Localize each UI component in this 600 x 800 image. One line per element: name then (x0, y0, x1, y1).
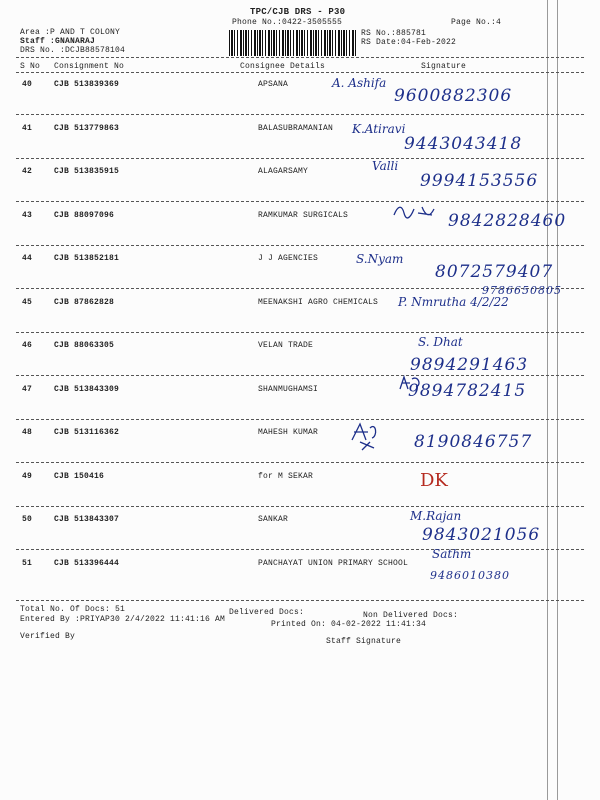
row-serial-number: 46 (22, 341, 33, 350)
delivered-docs: Delivered Docs: (229, 608, 305, 617)
row-serial-number: 43 (22, 210, 33, 220)
total-docs: Total No. Of Docs: 51 (20, 605, 126, 614)
handwritten-signature: K.Atiravi (352, 121, 406, 136)
row-serial-number: 40 (22, 80, 33, 89)
handwritten-phone-number: 8072579407 (435, 262, 554, 282)
column-header-signature: Signature (421, 62, 467, 71)
phone-number: Phone No.:0422-3505555 (232, 18, 343, 27)
barcode (229, 30, 357, 56)
handwritten-phone-number: 9842828460 (448, 210, 567, 231)
handwritten-signature: P. Nmrutha 4/2/22 (398, 294, 509, 309)
handwritten-phone-number: 9443043418 (404, 133, 523, 154)
handwritten-phone-number: 9994153556 (420, 171, 539, 191)
row-consignee-name: APSANA (258, 80, 289, 89)
row-consignment-number: CJB 513852181 (54, 254, 120, 263)
row-consignment-number: CJB 88063305 (54, 341, 115, 350)
handwritten-phone-number: 9486010380 (430, 568, 510, 582)
row-consignment-number: CJB 513843309 (54, 384, 120, 394)
drs-number: DRS No. :DCJB88578104 (20, 46, 126, 55)
row-consignment-number: CJB 513835915 (54, 167, 120, 176)
row-divider (16, 245, 584, 246)
handwritten-signature: S. Dhat (418, 335, 463, 349)
row-consignee-name: BALASUBRAMANIAN (258, 123, 334, 133)
handwritten-signature: S.Nyam (356, 252, 404, 266)
handwritten-phone-number: 9894782415 (408, 380, 527, 401)
signature-stroke (352, 424, 376, 450)
row-serial-number: 48 (22, 428, 33, 437)
column-header-sno: S No (20, 62, 41, 71)
handwritten-phone-number: 9843021056 (422, 525, 541, 545)
signature-scribble (398, 375, 446, 405)
non-delivered-docs: Non Delivered Docs: (363, 611, 459, 620)
row-consignee-name: J J AGENCIES (258, 254, 319, 263)
rs-number: RS No.:885781 (361, 29, 427, 38)
header-divider (16, 57, 584, 58)
signature-scribble (392, 205, 440, 235)
row-consignment-number: CJB 513779863 (54, 123, 120, 133)
row-serial-number: 47 (22, 384, 33, 394)
row-consignment-number: CJB 513843307 (54, 515, 120, 524)
signature-stroke (400, 377, 419, 389)
row-consignment-number: CJB 87862828 (54, 297, 115, 307)
row-serial-number: 45 (22, 297, 33, 307)
row-serial-number: 42 (22, 167, 33, 176)
handwritten-phone-number: 9786650805 (482, 283, 562, 297)
handwritten-signature: DK (420, 469, 448, 491)
row-consignment-number: CJB 150416 (54, 471, 105, 481)
footer-divider (16, 600, 584, 601)
row-consignment-number: CJB 513839369 (54, 80, 120, 89)
entered-by: Entered By :PRIYAP30 2/4/2022 11:41:16 AM (20, 615, 226, 624)
scan-edge-line (547, 0, 548, 800)
column-header-divider (16, 72, 584, 73)
printed-on: Printed On: 04-02-2022 11:41:34 (271, 620, 427, 629)
row-consignee-name: MEENAKSHI AGRO CHEMICALS (258, 297, 379, 307)
signature-scribble (350, 422, 398, 452)
row-consignee-name: for M SEKAR (258, 471, 314, 481)
row-consignee-name: RAMKUMAR SURGICALS (258, 210, 349, 220)
handwritten-phone-number: 9894291463 (410, 355, 529, 375)
row-consignment-number: CJB 88097096 (54, 210, 115, 220)
row-serial-number: 41 (22, 123, 33, 133)
row-divider (16, 332, 584, 333)
row-divider (16, 549, 584, 550)
row-consignment-number: CJB 513116362 (54, 428, 120, 437)
row-consignee-name: PANCHAYAT UNION PRIMARY SCHOOL (258, 558, 409, 568)
row-consignee-name: VELAN TRADE (258, 341, 314, 350)
handwritten-signature: M.Rajan (410, 509, 462, 523)
row-divider (16, 419, 584, 420)
row-consignee-name: SANKAR (258, 515, 289, 524)
verified-by: Verified By (20, 632, 76, 641)
row-consignment-number: CJB 513396444 (54, 558, 120, 568)
area-field: Area :P AND T COLONY (20, 28, 121, 37)
row-divider (16, 201, 584, 202)
row-divider (16, 158, 584, 159)
handwritten-phone-number: 9600882306 (394, 86, 513, 106)
column-header-consignee: Consignee Details (240, 62, 326, 71)
handwritten-phone-number: 8190846757 (414, 432, 533, 452)
row-divider (16, 462, 584, 463)
row-serial-number: 50 (22, 515, 33, 524)
handwritten-signature: Valli (372, 159, 399, 173)
row-consignee-name: ALAGARSAMY (258, 167, 309, 176)
handwritten-signature: A. Ashifa (332, 76, 387, 90)
row-serial-number: 44 (22, 254, 33, 263)
column-header-consignment: Consignment No (54, 62, 125, 71)
row-consignee-name: MAHESH KUMAR (258, 428, 319, 437)
row-serial-number: 49 (22, 471, 33, 481)
row-consignee-name: SHANMUGHAMSI (258, 384, 319, 394)
handwritten-signature: Sathm (432, 546, 472, 561)
signature-stroke (394, 207, 434, 218)
staff-field: Staff :GNANARAJ (20, 37, 96, 46)
page-number: Page No.:4 (451, 18, 502, 27)
staff-signature-label: Staff Signature (326, 637, 402, 646)
rs-date: RS Date:04-Feb-2022 (361, 38, 457, 47)
row-serial-number: 51 (22, 558, 33, 568)
scan-edge-line (557, 0, 558, 800)
row-divider (16, 506, 584, 507)
row-divider (16, 375, 584, 376)
row-divider (16, 114, 584, 115)
document-title: TPC/CJB DRS - P30 (250, 7, 346, 17)
